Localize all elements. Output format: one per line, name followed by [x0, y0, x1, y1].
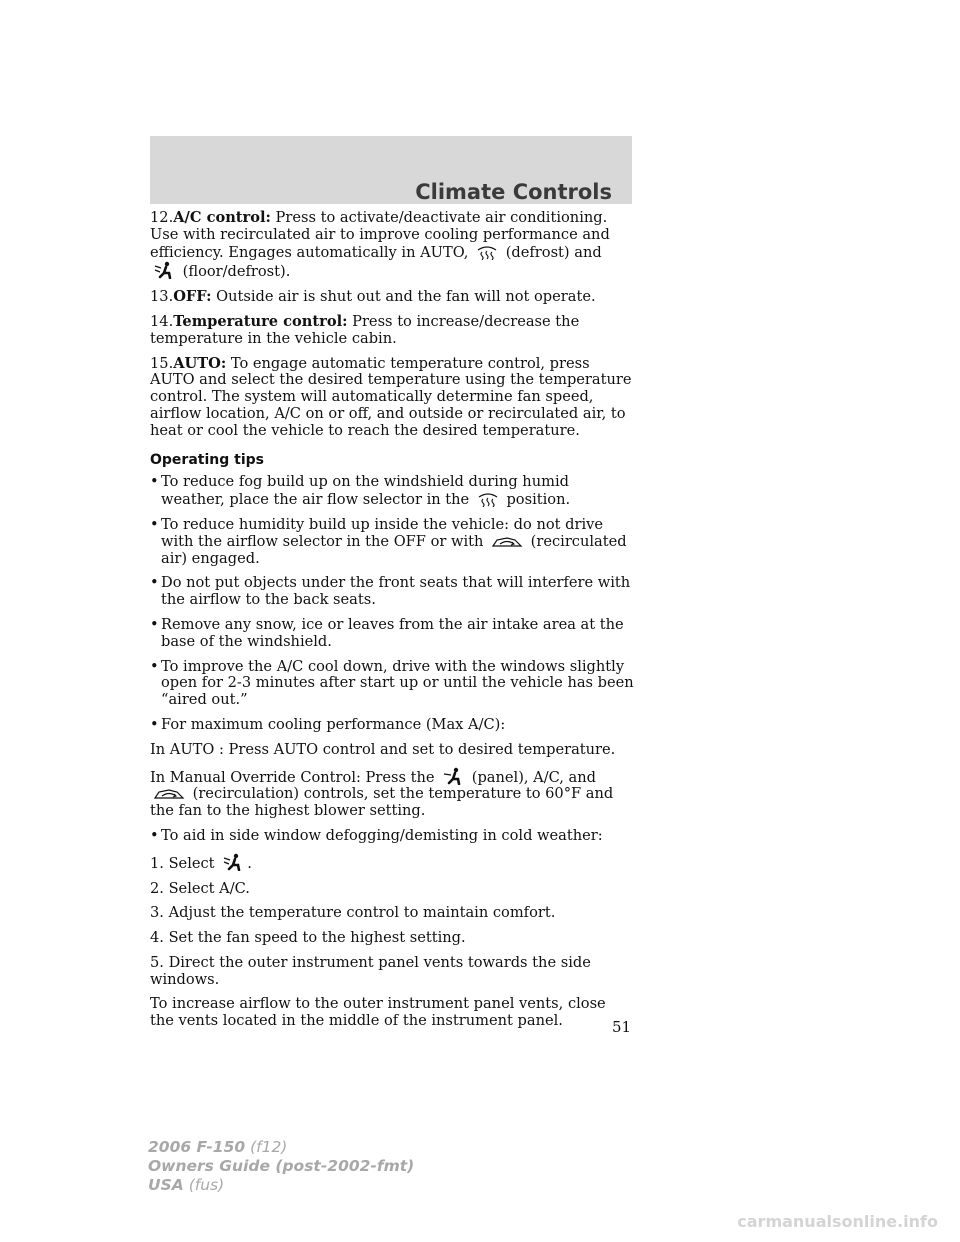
auto-instruction: In AUTO : Press AUTO control and set to desired temperature.	[150, 740, 616, 758]
operating-tips-heading: Operating tips	[150, 451, 264, 468]
step-2: 2. Select A/C.	[150, 879, 250, 897]
footer-guide-line: Owners Guide (post-2002-fmt)	[148, 1157, 415, 1175]
list-item: • For maximum cooling performance (Max A/C):	[150, 717, 634, 734]
list-item: • To reduce fog build up on the windshield during humid weather, place the air flow selector in the position.	[150, 474, 634, 509]
item-label: Temperature control:	[173, 312, 348, 330]
recirculation-icon	[153, 787, 185, 801]
list-item: • To improve the A/C cool down, drive with the windows slightly open for 2-3 minutes after start up or until the vehicle has been “aired out.”	[150, 659, 634, 709]
item-temperature-control: 14.Temperature control: Press to increase/decrease the temperature in the vehicle cabin.	[150, 312, 580, 347]
item-ac-control: 12.A/C control: Press to activate/deactivate air conditioning. Use with recirculated air to improve cooling performance and efficiency. Engages automatically in AUTO, (defrost) and (floor/defrost).	[150, 209, 610, 281]
page-number: 51	[612, 1018, 632, 1036]
defogging-list	[150, 828, 634, 845]
operating-tips-list	[150, 474, 634, 733]
floor-defrost-icon	[222, 853, 244, 871]
defrost-icon	[477, 491, 499, 507]
list-item: • Do not put objects under the front seats that will interfere with the airflow to the back seats.	[150, 575, 634, 609]
footer-model-line: 2006 F-150 (f12)	[148, 1138, 288, 1156]
page-content	[150, 210, 634, 1038]
section-title: Climate Controls	[415, 180, 612, 204]
panel-vent-icon	[442, 767, 464, 785]
defrost-icon	[476, 244, 498, 260]
footer	[148, 1138, 414, 1195]
list-item: • Remove any snow, ice or leaves from the air intake area at the base of the windshield.	[150, 617, 634, 651]
floor-defrost-icon	[153, 261, 175, 279]
closing-paragraph: To increase airflow to the outer instrument panel vents, close the vents located in the middle of the instrument panel.	[150, 995, 606, 1030]
list-item: • To aid in side window defogging/demisting in cold weather:	[150, 828, 634, 845]
step-4: 4. Set the fan speed to the highest setting.	[150, 929, 466, 947]
footer-region-line: USA (fus)	[148, 1176, 225, 1194]
item-label: OFF:	[173, 288, 212, 306]
step-1: 1. Select .	[150, 854, 252, 872]
item-label: AUTO:	[173, 354, 227, 372]
recirculation-icon	[491, 535, 523, 549]
step-5: 5. Direct the outer instrument panel vents towards the side windows.	[150, 953, 591, 988]
header-band	[150, 136, 632, 204]
item-auto: 15.AUTO: To engage automatic temperature control, press AUTO and select the desired temperature using the temperature control. The system will automatically determine fan speed, airflow location, A/C on or off, and outside or recirculated air, to heat or cool the vehicle to reach the desired temperature.	[150, 354, 632, 439]
item-off: 13.OFF: Outside air is shut out and the fan will not operate.	[150, 288, 596, 306]
watermark: carmanualsonline.info	[737, 1212, 938, 1231]
item-label: A/C control:	[173, 209, 271, 226]
list-item: • To reduce humidity build up inside the vehicle: do not drive with the airflow selector in the OFF or with (recirculated air) engaged.	[150, 517, 634, 567]
manual-override-instruction: In Manual Override Control: Press the (panel), A/C, and (recirculation) controls, set the temperature to 60°F and the fan to the highest blower setting.	[150, 768, 614, 820]
step-3: 3. Adjust the temperature control to maintain comfort.	[150, 904, 556, 922]
